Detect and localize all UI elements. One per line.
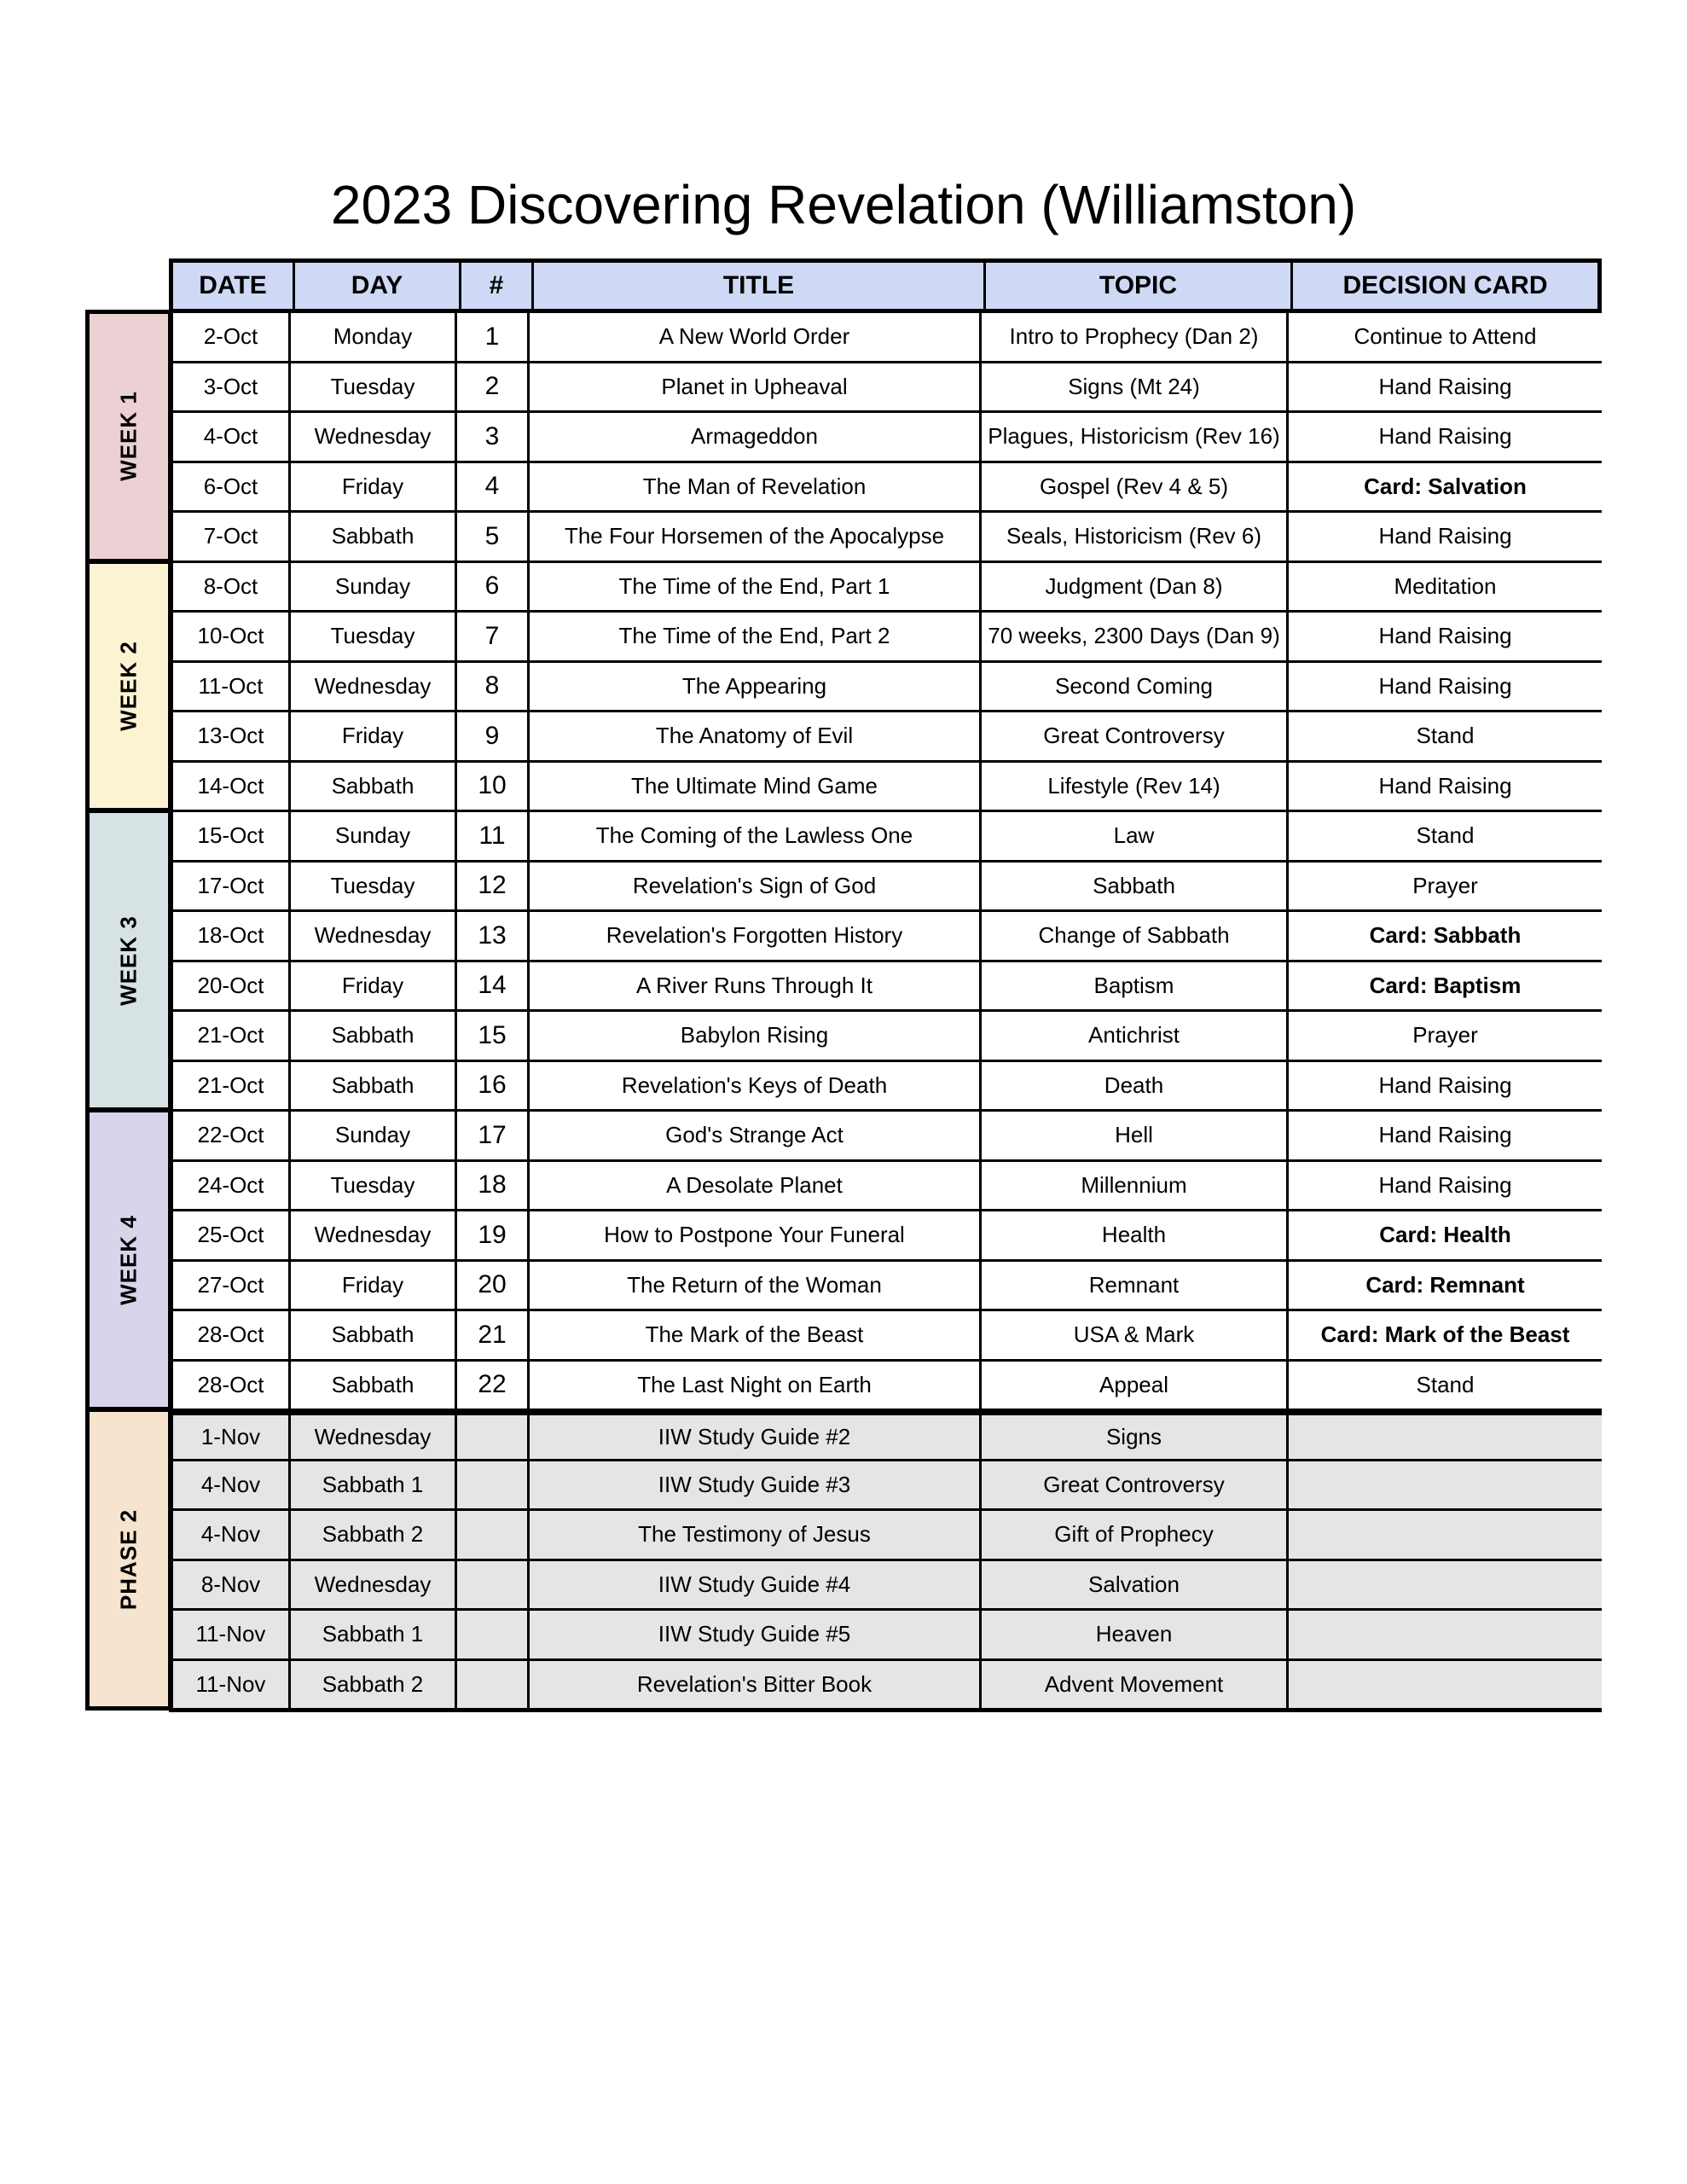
cell-topic: Seals, Historicism (Rev 6) [979, 513, 1286, 561]
cell-topic: Great Controversy [979, 712, 1286, 760]
cell-title: Revelation's Forgotten History [527, 912, 979, 960]
cell-topic: Second Coming [979, 663, 1286, 711]
cell-number: 10 [455, 763, 527, 810]
cell-decision-card [1286, 1561, 1602, 1609]
table-row [169, 463, 1602, 514]
cell-date: 7-Oct [169, 513, 288, 561]
cell-date: 8-Oct [169, 563, 288, 611]
cell-day: Sabbath [288, 513, 455, 561]
cell-topic: Baptism [979, 962, 1286, 1010]
cell-day: Sabbath 1 [288, 1461, 455, 1509]
cell-day: Tuesday [288, 613, 455, 660]
cell-title: The Return of the Woman [527, 1262, 979, 1310]
header-decision-card: DECISION CARD [1290, 263, 1597, 309]
cell-title: A New World Order [527, 313, 979, 361]
table-row [169, 1012, 1602, 1062]
cell-day: Wednesday [288, 663, 455, 711]
cell-topic: Signs (Mt 24) [979, 363, 1286, 411]
table-bottom-border [169, 1708, 1602, 1712]
cell-date: 1-Nov [169, 1415, 288, 1459]
cell-title: The Mark of the Beast [527, 1311, 979, 1359]
cell-decision-card: Continue to Attend [1286, 313, 1602, 361]
cell-decision-card [1286, 1661, 1602, 1709]
cell-decision-card [1286, 1611, 1602, 1658]
cell-title: The Anatomy of Evil [527, 712, 979, 760]
table-row [169, 1611, 1602, 1661]
cell-topic: 70 weeks, 2300 Days (Dan 9) [979, 613, 1286, 660]
cell-number: 16 [455, 1062, 527, 1110]
cell-day: Sabbath 1 [288, 1611, 455, 1658]
cell-decision-card: Stand [1286, 712, 1602, 760]
cell-decision-card: Hand Raising [1286, 1162, 1602, 1210]
cell-topic: Millennium [979, 1162, 1286, 1210]
cell-date: 22-Oct [169, 1112, 288, 1159]
cell-topic: Signs [979, 1415, 1286, 1459]
cell-day: Wednesday [288, 1211, 455, 1259]
cell-decision-card: Prayer [1286, 1012, 1602, 1060]
group-week-1 [85, 310, 172, 563]
cell-topic: Intro to Prophecy (Dan 2) [979, 313, 1286, 361]
cell-number: 11 [455, 812, 527, 860]
cell-date: 17-Oct [169, 863, 288, 910]
cell-date: 4-Nov [169, 1461, 288, 1509]
cell-topic: Judgment (Dan 8) [979, 563, 1286, 611]
cell-topic: Change of Sabbath [979, 912, 1286, 960]
cell-day: Friday [288, 712, 455, 760]
cell-number: 18 [455, 1162, 527, 1210]
cell-number: 9 [455, 712, 527, 760]
cell-topic: Plagues, Historicism (Rev 16) [979, 413, 1286, 461]
cell-day: Sabbath [288, 763, 455, 810]
cell-number: 17 [455, 1112, 527, 1159]
cell-decision-card: Hand Raising [1286, 363, 1602, 411]
cell-number: 7 [455, 613, 527, 660]
cell-date: 8-Nov [169, 1561, 288, 1609]
cell-title: Babylon Rising [527, 1012, 979, 1060]
cell-title: Armageddon [527, 413, 979, 461]
cell-day: Sunday [288, 1112, 455, 1159]
cell-topic: Death [979, 1062, 1286, 1110]
cell-date: 13-Oct [169, 712, 288, 760]
table-row [169, 1211, 1602, 1262]
group-label: PHASE 2 [115, 1508, 142, 1610]
cell-number [455, 1461, 527, 1509]
table-row [169, 962, 1602, 1013]
cell-number: 5 [455, 513, 527, 561]
cell-title: IIW Study Guide #2 [527, 1415, 979, 1459]
table-row [169, 1411, 1602, 1461]
cell-day: Sabbath [288, 1362, 455, 1409]
cell-topic: Advent Movement [979, 1661, 1286, 1709]
cell-number: 19 [455, 1211, 527, 1259]
cell-decision-card: Stand [1286, 812, 1602, 860]
cell-day: Sabbath 2 [288, 1511, 455, 1559]
cell-decision-card: Card: Mark of the Beast [1286, 1311, 1602, 1359]
cell-title: IIW Study Guide #4 [527, 1561, 979, 1609]
cell-date: 3-Oct [169, 363, 288, 411]
table-row [169, 863, 1602, 913]
cell-day: Wednesday [288, 912, 455, 960]
table-row [169, 1062, 1602, 1112]
cell-number: 21 [455, 1311, 527, 1359]
cell-topic: Sabbath [979, 863, 1286, 910]
cell-title: The Time of the End, Part 1 [527, 563, 979, 611]
cell-decision-card: Card: Sabbath [1286, 912, 1602, 960]
table-row [169, 513, 1602, 563]
cell-date: 4-Oct [169, 413, 288, 461]
cell-decision-card: Hand Raising [1286, 1062, 1602, 1110]
cell-topic: Hell [979, 1112, 1286, 1159]
cell-number: 4 [455, 463, 527, 511]
table-row [169, 1262, 1602, 1312]
page-title: 2023 Discovering Revelation (Williamston) [330, 174, 1357, 235]
cell-date: 18-Oct [169, 912, 288, 960]
cell-date: 28-Oct [169, 1362, 288, 1409]
cell-decision-card: Hand Raising [1286, 413, 1602, 461]
cell-date: 11-Nov [169, 1661, 288, 1709]
cell-title: The Appearing [527, 663, 979, 711]
group-label: WEEK 2 [115, 640, 142, 731]
cell-number: 13 [455, 912, 527, 960]
cell-day: Friday [288, 463, 455, 511]
cell-date: 28-Oct [169, 1311, 288, 1359]
header-title: TITLE [531, 263, 983, 309]
cell-date: 11-Oct [169, 663, 288, 711]
cell-title: The Four Horsemen of the Apocalypse [527, 513, 979, 561]
cell-topic: Lifestyle (Rev 14) [979, 763, 1286, 810]
table-row [169, 1162, 1602, 1212]
table-row [169, 1661, 1602, 1711]
table-row [169, 363, 1602, 414]
cell-decision-card: Stand [1286, 1362, 1602, 1409]
cell-decision-card: Hand Raising [1286, 513, 1602, 561]
cell-number: 20 [455, 1262, 527, 1310]
cell-title: IIW Study Guide #5 [527, 1611, 979, 1658]
cell-number [455, 1415, 527, 1459]
table-row [169, 413, 1602, 463]
cell-topic: Great Controversy [979, 1461, 1286, 1509]
cell-day: Tuesday [288, 363, 455, 411]
cell-title: Revelation's Bitter Book [527, 1661, 979, 1709]
cell-decision-card: Prayer [1286, 863, 1602, 910]
table-row [169, 912, 1602, 962]
group-label: WEEK 4 [115, 1214, 142, 1305]
cell-number: 2 [455, 363, 527, 411]
cell-number: 6 [455, 563, 527, 611]
group-week-4 [85, 1108, 172, 1411]
cell-date: 21-Oct [169, 1062, 288, 1110]
cell-title: The Coming of the Lawless One [527, 812, 979, 860]
table-row [169, 613, 1602, 663]
cell-date: 27-Oct [169, 1262, 288, 1310]
cell-decision-card: Hand Raising [1286, 663, 1602, 711]
cell-title: The Man of Revelation [527, 463, 979, 511]
cell-title: A Desolate Planet [527, 1162, 979, 1210]
cell-topic: Heaven [979, 1611, 1286, 1658]
cell-title: Revelation's Sign of God [527, 863, 979, 910]
cell-date: 15-Oct [169, 812, 288, 860]
cell-date: 20-Oct [169, 962, 288, 1010]
cell-topic: Gospel (Rev 4 & 5) [979, 463, 1286, 511]
cell-date: 24-Oct [169, 1162, 288, 1210]
table-row [169, 812, 1602, 863]
table-row [169, 712, 1602, 763]
cell-number: 3 [455, 413, 527, 461]
cell-topic: USA & Mark [979, 1311, 1286, 1359]
cell-decision-card: Hand Raising [1286, 613, 1602, 660]
cell-day: Sabbath [288, 1062, 455, 1110]
cell-day: Sabbath [288, 1012, 455, 1060]
cell-title: A River Runs Through It [527, 962, 979, 1010]
cell-decision-card [1286, 1461, 1602, 1509]
cell-topic: Appeal [979, 1362, 1286, 1409]
header-day: DAY [293, 263, 459, 309]
cell-number: 8 [455, 663, 527, 711]
cell-day: Tuesday [288, 863, 455, 910]
table-row [169, 1561, 1602, 1612]
cell-day: Wednesday [288, 1561, 455, 1609]
table-header [169, 258, 1602, 313]
cell-number: 22 [455, 1362, 527, 1409]
table-row [169, 1311, 1602, 1362]
cell-title: How to Postpone Your Funeral [527, 1211, 979, 1259]
cell-number [455, 1611, 527, 1658]
cell-day: Sunday [288, 563, 455, 611]
cell-title: The Ultimate Mind Game [527, 763, 979, 810]
cell-title: God's Strange Act [527, 1112, 979, 1159]
cell-title: The Time of the End, Part 2 [527, 613, 979, 660]
cell-day: Sabbath [288, 1311, 455, 1359]
cell-title: IIW Study Guide #3 [527, 1461, 979, 1509]
table-row [169, 313, 1602, 363]
cell-decision-card: Card: Salvation [1286, 463, 1602, 511]
cell-number: 15 [455, 1012, 527, 1060]
table-row [169, 563, 1602, 613]
cell-date: 21-Oct [169, 1012, 288, 1060]
group-week-2 [85, 560, 172, 813]
cell-title: The Testimony of Jesus [527, 1511, 979, 1559]
cell-decision-card: Card: Remnant [1286, 1262, 1602, 1310]
cell-day: Tuesday [288, 1162, 455, 1210]
cell-date: 2-Oct [169, 313, 288, 361]
cell-number [455, 1561, 527, 1609]
cell-day: Monday [288, 313, 455, 361]
cell-date: 14-Oct [169, 763, 288, 810]
table-row [169, 1511, 1602, 1561]
cell-date: 4-Nov [169, 1511, 288, 1559]
cell-decision-card [1286, 1415, 1602, 1459]
cell-date: 25-Oct [169, 1211, 288, 1259]
cell-decision-card [1286, 1511, 1602, 1559]
cell-title: Planet in Upheaval [527, 363, 979, 411]
cell-topic: Remnant [979, 1262, 1286, 1310]
cell-topic: Health [979, 1211, 1286, 1259]
group-label: WEEK 1 [115, 391, 142, 482]
group-phase-2 [85, 1408, 172, 1711]
cell-number: 14 [455, 962, 527, 1010]
cell-date: 10-Oct [169, 613, 288, 660]
cell-topic: Gift of Prophecy [979, 1511, 1286, 1559]
cell-date: 6-Oct [169, 463, 288, 511]
cell-day: Friday [288, 962, 455, 1010]
cell-number: 12 [455, 863, 527, 910]
cell-decision-card: Card: Baptism [1286, 962, 1602, 1010]
cell-number [455, 1661, 527, 1709]
header-topic: TOPIC [983, 263, 1290, 309]
group-label: WEEK 3 [115, 915, 142, 1006]
cell-topic: Salvation [979, 1561, 1286, 1609]
cell-day: Friday [288, 1262, 455, 1310]
cell-decision-card: Card: Health [1286, 1211, 1602, 1259]
table-row [169, 1112, 1602, 1162]
cell-number: 1 [455, 313, 527, 361]
cell-title: Revelation's Keys of Death [527, 1062, 979, 1110]
cell-topic: Law [979, 812, 1286, 860]
cell-date: 11-Nov [169, 1611, 288, 1658]
header-number: # [459, 263, 531, 309]
cell-day: Wednesday [288, 413, 455, 461]
cell-decision-card: Hand Raising [1286, 763, 1602, 810]
table-row [169, 1461, 1602, 1512]
cell-day: Sunday [288, 812, 455, 860]
cell-topic: Antichrist [979, 1012, 1286, 1060]
cell-title: The Last Night on Earth [527, 1362, 979, 1409]
cell-day: Sabbath 2 [288, 1661, 455, 1709]
cell-number [455, 1511, 527, 1559]
table-row [169, 663, 1602, 713]
cell-day: Wednesday [288, 1415, 455, 1459]
table-row [169, 1362, 1602, 1412]
cell-decision-card: Meditation [1286, 563, 1602, 611]
table-row [169, 763, 1602, 813]
group-week-3 [85, 809, 172, 1112]
cell-decision-card: Hand Raising [1286, 1112, 1602, 1159]
header-date: DATE [199, 271, 267, 299]
